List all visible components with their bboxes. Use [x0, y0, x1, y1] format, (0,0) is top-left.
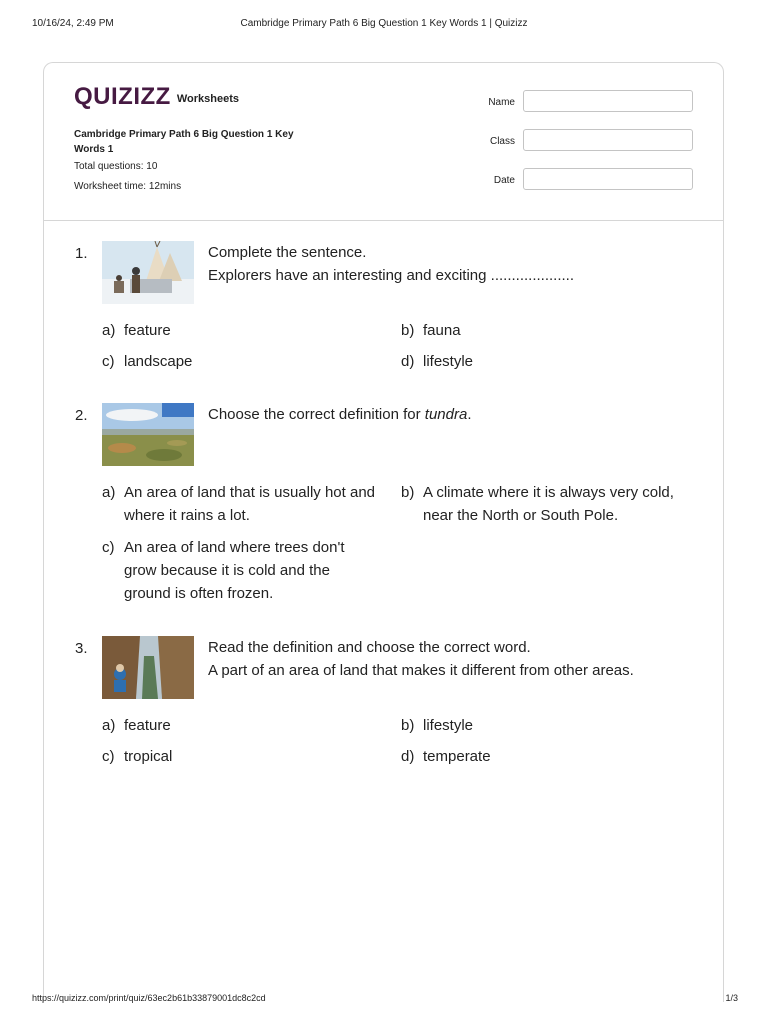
- question-1-number: 1.: [75, 245, 88, 262]
- q2-option-b[interactable]: b) A climate where it is always very cold, near the North or South Pole.: [401, 484, 674, 524]
- q1-option-b[interactable]: b) fauna: [401, 322, 461, 339]
- quizizz-logo: [74, 84, 239, 110]
- worksheet-title: Cambridge Primary Path 6 Big Question 1 Key Words 1: [74, 129, 294, 155]
- question-3-line-2: A part of an area of land that makes it different from other areas.: [208, 662, 634, 679]
- q1-option-c[interactable]: c) landscape: [102, 353, 193, 370]
- tundra-image: [102, 403, 194, 466]
- name-field[interactable]: [523, 90, 693, 112]
- worksheet-time: Worksheet time: 12mins: [74, 181, 182, 192]
- logo-wordmark: QUIZIZZ: [74, 83, 171, 110]
- tundra-photo: [102, 403, 194, 466]
- question-3-text: [208, 636, 698, 682]
- class-field[interactable]: [523, 129, 693, 151]
- total-questions: Total questions: 10: [74, 161, 158, 172]
- q3-option-d[interactable]: d) temperate: [401, 748, 491, 765]
- q1-option-d[interactable]: d) lifestyle: [401, 353, 474, 370]
- print-page-title: Cambridge Primary Path 6 Big Question 1 Key Words 1 | Quizizz: [240, 18, 528, 29]
- class-label: Class: [489, 136, 515, 147]
- question-2-suffix: .: [467, 406, 472, 423]
- q3-option-b[interactable]: b) lifestyle: [401, 717, 474, 734]
- q1-option-a[interactable]: a) feature: [102, 322, 171, 339]
- print-page-number: 1/3: [725, 993, 738, 1003]
- print-datetime: 10/16/24, 2:49 PM: [32, 18, 114, 29]
- print-header: [0, 18, 768, 32]
- gorge-image: [102, 636, 194, 699]
- q2-option-c[interactable]: c) An area of land where trees don't grow because it is cold and the ground is often frozen.: [102, 539, 345, 602]
- logo-subtitle: Worksheets: [176, 93, 239, 105]
- q3-option-a[interactable]: a) feature: [102, 717, 171, 734]
- date-label: Date: [493, 175, 515, 186]
- print-url[interactable]: https://quizizz.com/print/quiz/63ec2b61b33879001dc8c2cd: [32, 993, 266, 1003]
- worksheet-header: [44, 63, 723, 221]
- question-2-prefix: Choose the correct definition for: [208, 406, 425, 423]
- date-field[interactable]: [523, 168, 693, 190]
- question-2-number: 2.: [75, 407, 88, 424]
- name-label: Name: [488, 97, 515, 108]
- question-1-line-2: Explorers have an interesting and exciting ....................: [208, 267, 575, 284]
- worksheet: [43, 62, 724, 1002]
- q2-option-a[interactable]: a) An area of land that is usually hot and where it rains a lot.: [102, 484, 376, 524]
- polar-camp-photo: [102, 241, 194, 304]
- gorge-photo: [102, 636, 194, 699]
- polar-camp-image: [102, 241, 194, 304]
- question-2-term: tundra: [424, 406, 468, 423]
- question-2-text: [208, 403, 698, 426]
- question-1-text: [208, 241, 698, 287]
- question-1-line-1: Complete the sentence.: [208, 244, 367, 261]
- question-3-line-1: Read the definition and choose the correct word.: [208, 639, 531, 656]
- question-3-number: 3.: [75, 640, 88, 657]
- q3-option-c[interactable]: c) tropical: [102, 748, 173, 765]
